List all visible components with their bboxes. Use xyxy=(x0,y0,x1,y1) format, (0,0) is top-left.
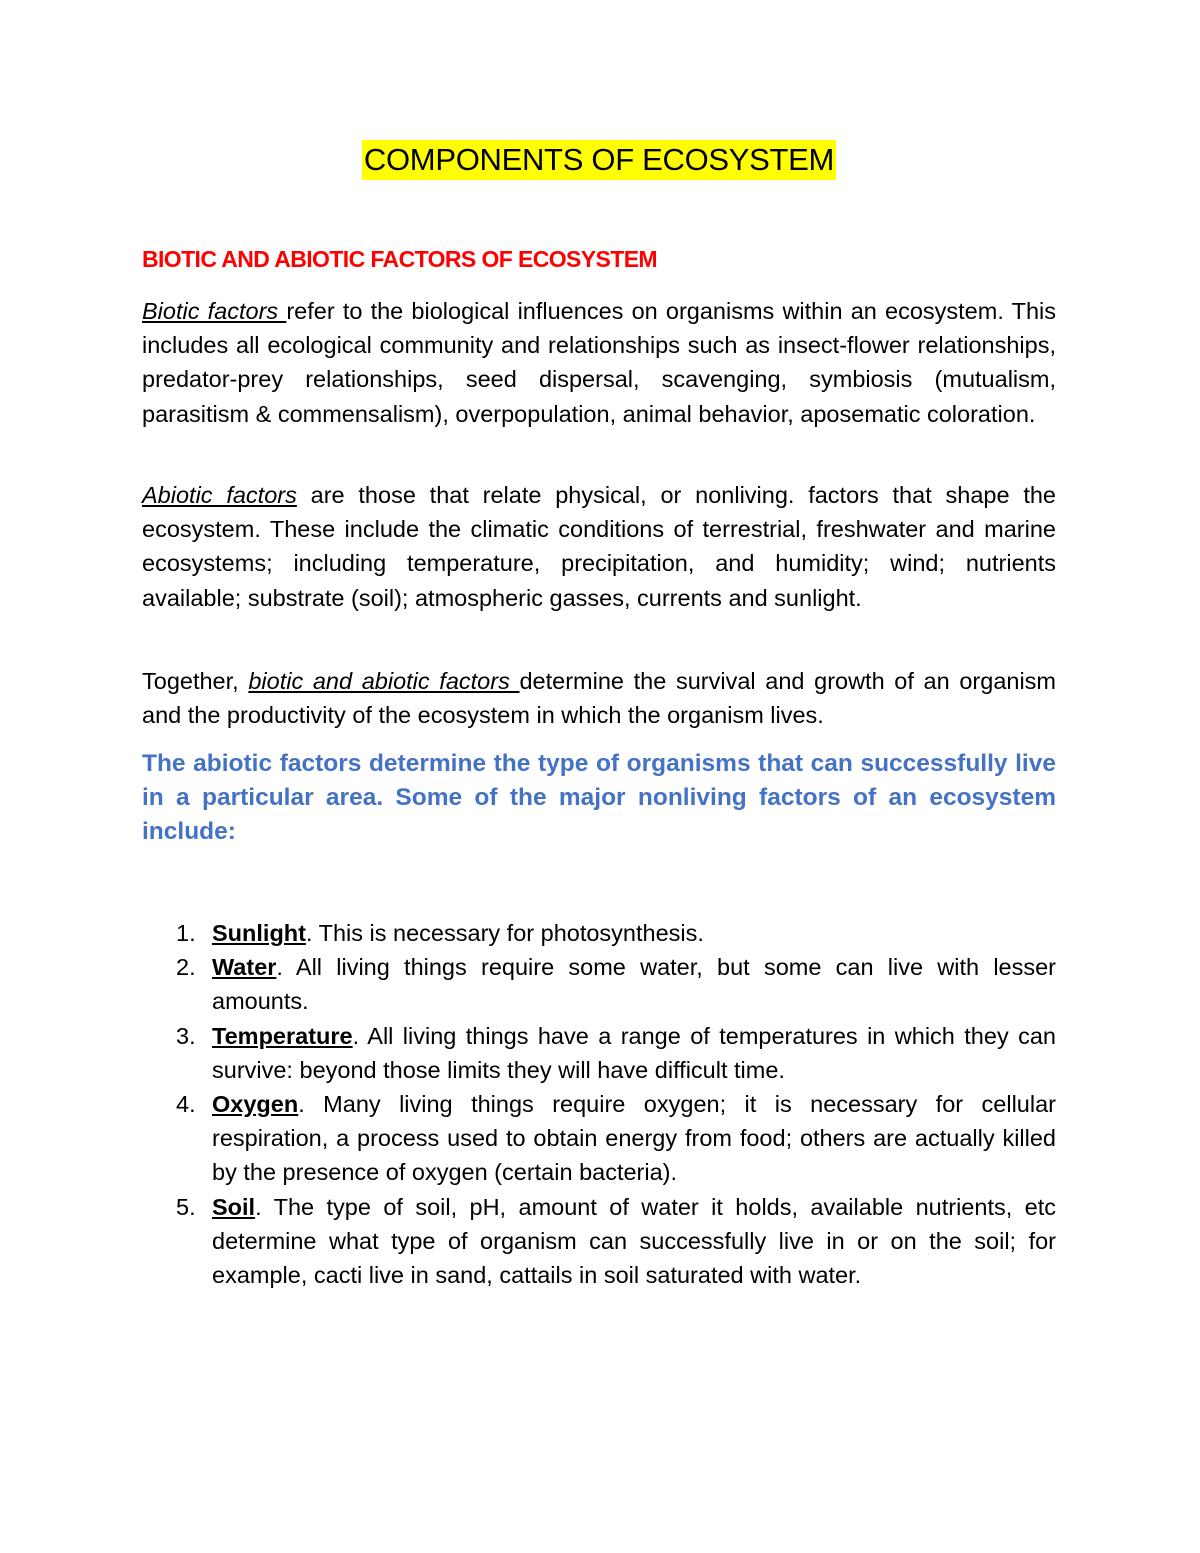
list-term: Soil xyxy=(212,1193,256,1220)
section-heading: BIOTIC AND ABIOTIC FACTORS OF ECOSYSTEM xyxy=(142,246,657,272)
list-number: 2. xyxy=(176,954,196,981)
title-container xyxy=(142,140,1056,180)
together-prefix: Together, xyxy=(142,668,249,694)
abiotic-factors-list xyxy=(142,916,1056,1292)
list-number: 1. xyxy=(176,920,196,946)
together-text: determine the survival and growth of an organism and the productivity of the ecosystem in which the organism lives. xyxy=(142,668,1057,729)
together-paragraph xyxy=(142,664,1056,732)
biotic-term: Biotic factors xyxy=(142,298,287,324)
list-item xyxy=(142,950,1056,1018)
list-text: . All living things have a range of temperatures in which they can survive: beyond those limits they will have difficult time. xyxy=(212,1022,1056,1083)
list-term: Water xyxy=(212,954,277,981)
list-term: Oxygen xyxy=(212,1091,299,1118)
list-term: Sunlight xyxy=(212,920,306,946)
abiotic-paragraph xyxy=(142,478,1056,615)
list-text: . Many living things require oxygen; it is necessary for cellular respiration, a process used to obtain energy from food; others are actually killed by the presence of oxygen (certain bacteria). xyxy=(212,1091,1056,1186)
list-item xyxy=(142,1190,1056,1293)
abiotic-text: are those that relate physical, or nonliving. factors that shape the ecosystem. These include the climatic conditions of terrestrial, freshwater and marine ecosystems; including temperature, precipitation, and humidity; wind; nutrients available; substrate (soil); atmospheric gasses, currents and sunlight. xyxy=(142,482,1056,611)
together-term: biotic and abiotic factors xyxy=(248,668,520,694)
biotic-paragraph xyxy=(142,294,1056,431)
abiotic-term: Abiotic factors xyxy=(142,482,297,508)
list-number: 5. xyxy=(176,1193,196,1220)
list-item xyxy=(142,1019,1056,1087)
list-number: 3. xyxy=(176,1022,196,1049)
list-number: 4. xyxy=(176,1091,196,1118)
document-title: COMPONENTS OF ECOSYSTEM xyxy=(362,140,836,180)
highlight-paragraph: The abiotic factors determine the type of organisms that can successfully live in a particular area. Some of the major nonliving factors of an ecosystem include: xyxy=(142,750,1056,846)
list-text: . All living things require some water, but some can live with lesser amounts. xyxy=(212,954,1056,1015)
biotic-text: refer to the biological influences on organisms within an ecosystem. This includes all ecological community and relationships such as insect-flower relationships, predator-prey relationships, seed dispersal, scavenging, symbiosis (mutualism, parasitism & commensalism), overpopulation, animal behavior, aposematic coloration. xyxy=(142,298,1056,427)
list-text: . This is necessary for photosynthesis. xyxy=(305,920,704,946)
list-term: Temperature xyxy=(212,1022,353,1049)
list-text: . The type of soil, pH, amount of water it holds, available nutrients, etc determine what type of organism can successfully live in or on the soil; for example, cacti live in sand, cattails in soil saturated with water. xyxy=(212,1193,1056,1289)
list-item xyxy=(142,1087,1056,1190)
list-item xyxy=(142,916,1056,950)
